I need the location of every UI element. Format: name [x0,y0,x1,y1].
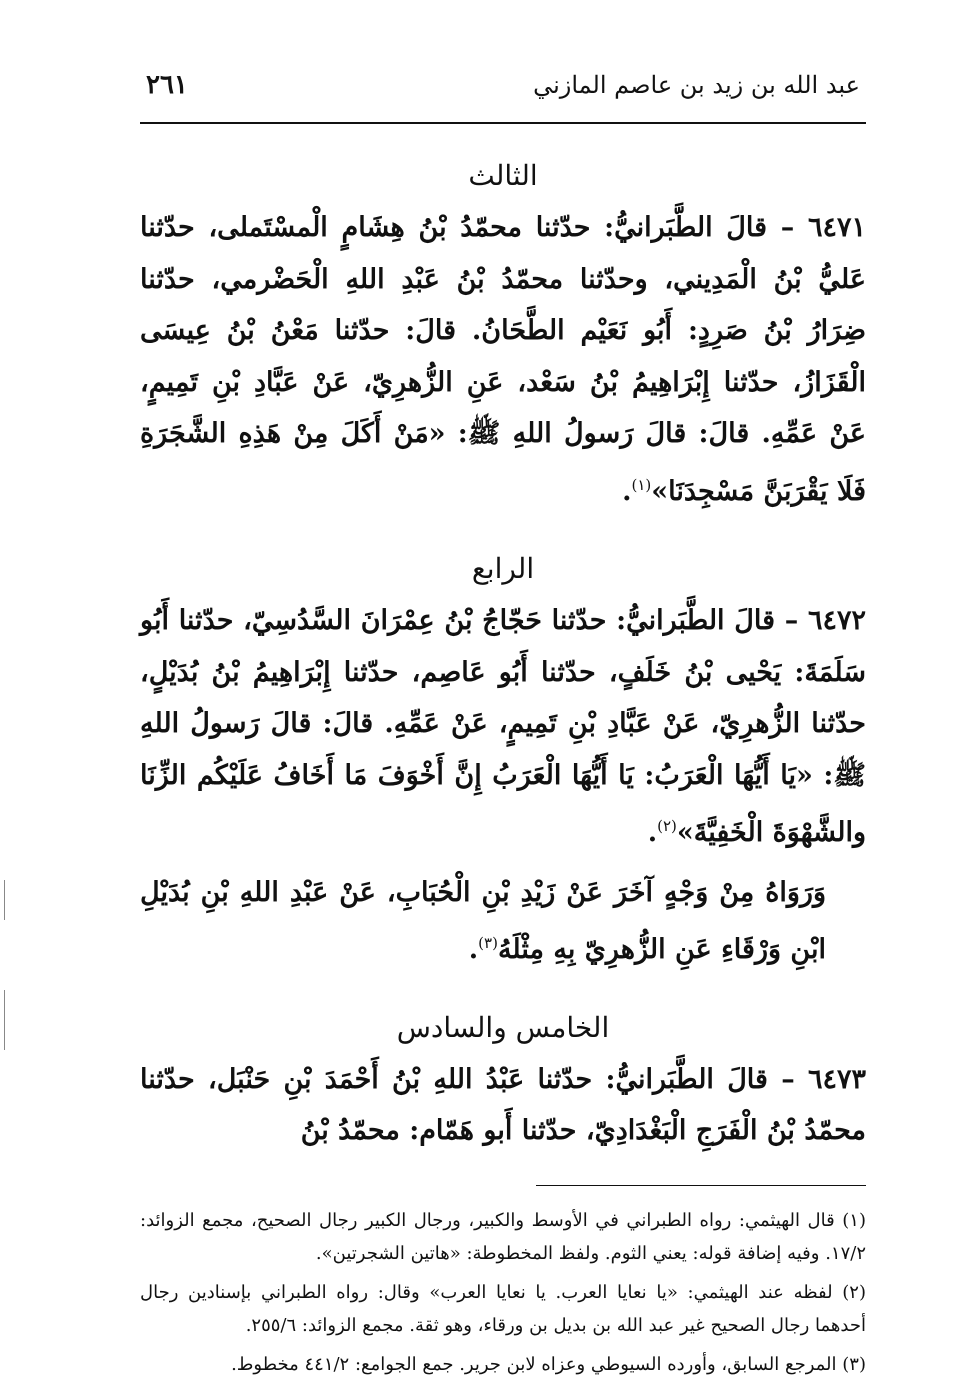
section-heading-fourth: الرابع [471,552,535,585]
footnote-divider [536,1185,866,1186]
section-heading-third: الثالث [468,159,538,192]
scan-edge-mark [4,990,5,1050]
section-heading-fifth-sixth: الخامس والسادس [396,1010,610,1044]
sentence-end: . [468,934,479,965]
footnote-2: (٢) لفظه عند الهيثمي: «يا نعايا العرب. يا نعايا العرب» وقال: رواه الطبراني بإسنادين رجال أحدهما رجال الصحيح غير عبد الله بن بديل بن ورقاء، وهو ثقة. مجمع الزوائد: ٢٥٥/٦. [140,1281,866,1336]
scan-edge-mark [4,880,5,920]
footnotes [140,1204,866,1381]
hadith-text: – قالَ الطَّبَرانيُّ: حدّثنا حَجّاجُ بْنُ عِمْرَانَ السَّدُسِيّ، حدّثنا أَبُو سَلَمَةَ: يَحْيى بْنُ خَلَفٍ، حدّثنا أَبُو عَاصِم، حدّثنا إِبْرَاهِيمُ بْنُ بُدَيْلٍ، حدّثنا الزُّهرِيّ، عَنْ عَبَّادِ بْنِ تَمِيمٍ، عَنْ عَمِّهِ. قالَ: قالَ رَسولُ اللهِ ﷺ: «يَا أَيُّهَا الْعَرَبُ: يَا أَيُّهَا الْعَرَبُ إِنَّ أَخْوَفَ مَا أَخَافُ عَلَيْكُم الزِّنَا والشَّهْوَةَ الْخَفِيَّةَ» [140,605,866,848]
running-title: عبد الله بن زيد بن عاصم المازني [533,71,860,99]
hadith-paragraph-6472 [140,595,866,859]
hadith-number: ٦٤٧٣ [807,1063,866,1095]
hadith-extra-narration [140,867,866,976]
hadith-text: – قالَ الطَّبَرانيُّ: حدّثنا عَبْدُ اللهِ بْنُ أَحْمَدَ بْنِ حَنْبَل، حدّثنا محمّدُ بْنُ الْفَرَجِ الْبَغْدَادِيّ، حدّثنا أَبو هَمّام: محمّدُ بْنُ [140,1063,866,1146]
hadith-paragraph-6473 [140,1054,866,1157]
page-number: ٢٦١ [146,70,188,100]
running-header [140,70,866,124]
hadith-number: ٦٤٧١ [807,212,866,243]
footnote-3: (٣) المرجع السابق، وأورده السيوطي وعزاه لابن جرير. جمع الجوامع: ٤٤١/٢ مخطوط. [231,1353,866,1375]
sentence-end: . [647,817,658,848]
sentence-end: . [622,475,632,507]
hadith-paragraph-6471 [140,202,866,517]
hadith-number: ٦٤٧٢ [807,605,866,636]
hadith-text: – قالَ الطَّبَرانيُّ: حدّثنا محمّدُ بْنُ هِشَامٍ الْمسْتَملى، حدّثنا عَليُّ بْنُ الْمَدِيني، وحدّثنا محمّدُ بْنُ عَبْدِ اللهِ الْحَضْرمي، حدّثنا ضِرَارُ بْنُ صَرِدٍ: أَبُو نَعَيْم الطَّحَانُ. قالَ: حدّثنا مَعْنُ بْنُ عِيسَى الْقَزَازُ، حدّثنا إِبْرَاهِيمُ بْنُ سَعْد، عَنِ الزُّهرِيّ، عَنْ عَبَّادِ بْنِ تَمِيمٍ، عَنْ عَمِّهِ. قالَ: قالَ رَسولُ اللهِ ﷺ: «مَنْ أَكَلَ مِنْ هَذِهِ الشَّجَرَةِ فَلَا يَقْرَبَنَّ مَسْجِدَنَا» [140,212,866,507]
narration-text: وَرَوَاهُ مِنْ وَجْهٍ آخَرَ عَنْ زَيْدِ بْنِ الْحُبَابِ، عَنْ عَبْدِ اللهِ بْنِ بُدَيْلِ ابْنِ وَرْقَاءِ عَنِ الزُّهرِيّ بِهِ مِثْلَهُ [140,876,826,965]
footnote-ref: (١) [631,475,652,494]
footnote-1: (١) قال الهيثمي: رواه الطبراني في الأوسط والكبير، ورجال الكبير رجال الصحيح، مجمع الزوائد: ١٧/٢. وفيه إضافة قوله: يعني الثوم. ولفظ المخطوطة: «هاتين الشجرتين». [140,1209,866,1264]
footnote-ref: (٢) [657,817,677,835]
footnote-ref: (٣) [478,934,498,952]
book-page [140,70,866,1387]
